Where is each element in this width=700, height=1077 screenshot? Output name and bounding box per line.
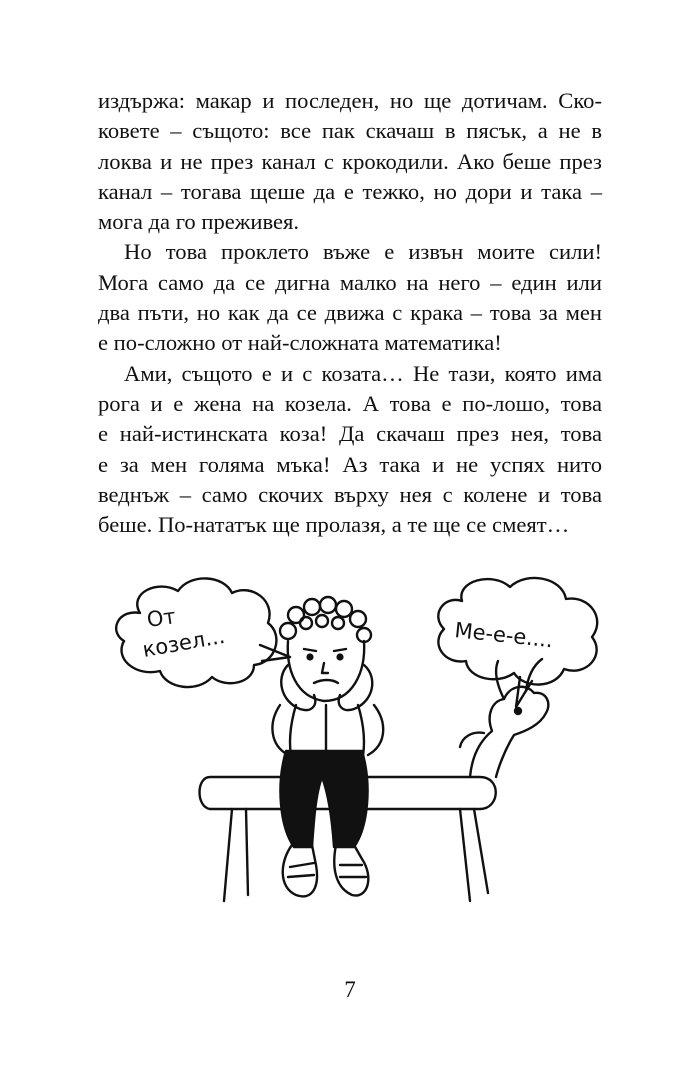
boy-face [288,641,364,701]
boy-on-goat-drawing [100,565,620,945]
paragraph-3 [98,359,602,541]
text-line: беше. По-нататък ще пролазя, а те ще се смеят… [98,512,570,538]
page-number: 7 [344,977,356,1002]
text-line: Но това проклето въже е извън моите сили! [124,239,602,265]
paragraph-1 [98,86,602,237]
text-line: издържа: макар и последен, но ще дотичам. Ско- [98,88,602,113]
boy-shoe-right [334,845,368,895]
text-line: веднъж – само скочих върху нея с колене и това [98,481,602,507]
left-bubble-line1: От [145,604,178,632]
boy-hair [280,597,371,642]
text-line: Ами, същото е и с козата… Не тази, която има [124,360,602,386]
text-line: Мога само да се дигна малко на него – един или [98,269,602,295]
text-line: е по-сложно от най-сложната математика! [98,330,502,356]
boy-shoe-left [283,845,317,896]
paragraph-2 [98,237,602,358]
boy-trousers [280,751,367,847]
text-line: канал – тогава щеше да е тежко, но дори и така – [98,178,602,204]
text-line: рога и е жена на козела. А това е по-лошо, това [98,390,602,416]
text-line: два пъти, но как да се движа с крака – това за мен [98,300,602,326]
illustration [100,565,620,945]
text-line: мога да го преживея. [98,209,300,235]
right-bubble-text: Ме-е-е.... [453,618,555,653]
text-line: е за мен голяма мъка! Аз така и не успях нито [98,451,602,477]
text-line: ковете – същото: все пак скачаш в пясък, а не в [98,118,602,144]
body-text [98,86,602,540]
text-line: е най-истинската коза! Да скачаш през нея, това [98,421,602,447]
text-line: локва и не през канал с крокодили. Ако беше през [98,148,602,174]
left-bubble-line2: козел... [140,623,227,662]
